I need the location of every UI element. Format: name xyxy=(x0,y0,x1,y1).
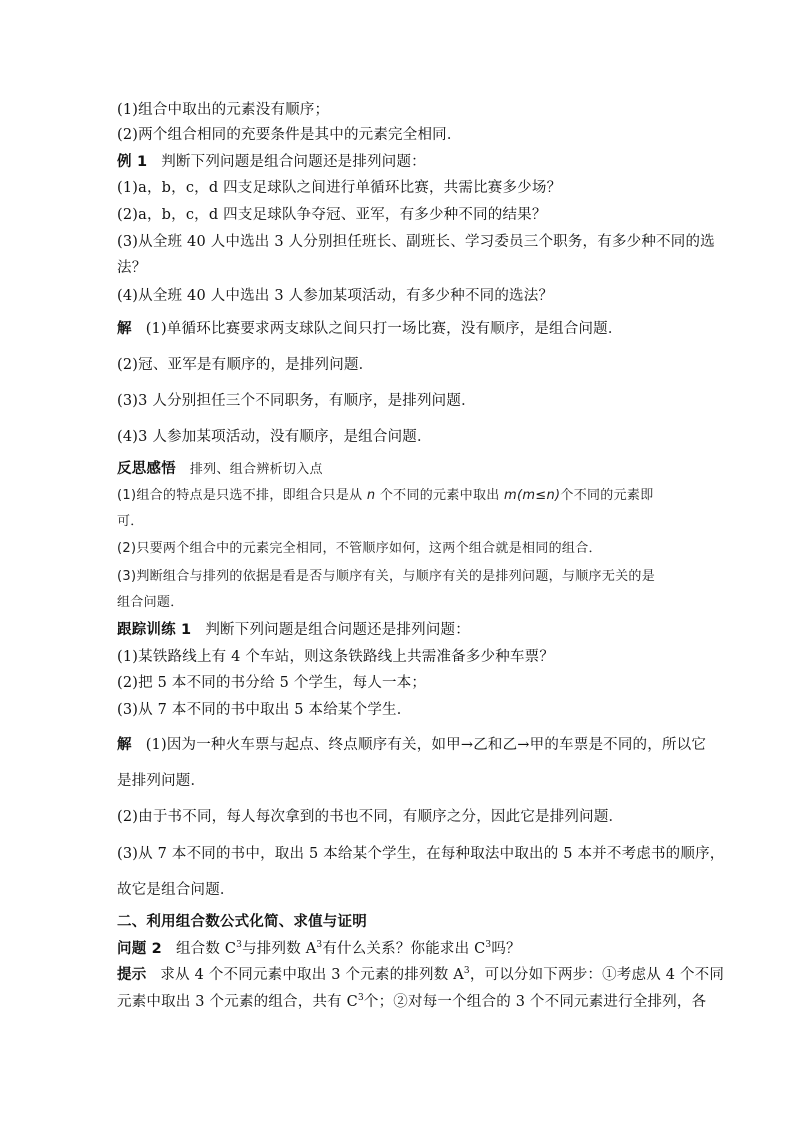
practice-solution-text-1: (1)因为一种火车票与起点、终点顺序有关，如甲→乙和乙→甲的车票是不同的，所以它 xyxy=(145,737,707,753)
solution-text-1: (1)单循环比赛要求两支球队之间只打一场比赛，没有顺序，是组合问题． xyxy=(145,321,623,337)
practice-1-solution-2: (2)由于书不同，每人每次拿到的书也不同，有顺序之分，因此它是排列问题． xyxy=(117,809,624,825)
q2-text-c: 有什么关系？你能求出 C xyxy=(322,941,486,957)
question-2 xyxy=(117,940,521,958)
hint-text-b: ，可以分如下两步：①考虑从 4 个不同 xyxy=(469,967,725,983)
superscript: 3 xyxy=(236,940,243,951)
reflection-r1-text-a: (1)组合的特点是只选不排，即组合只是从 xyxy=(117,488,367,503)
hint-text-a: 求从 4 个不同元素中取出 3 个元素的排列数 A xyxy=(160,967,464,983)
practice-1-label: 跟踪训练 1 xyxy=(117,622,192,638)
example-1-solution-3: (3)3 人分别担任三个不同职务，有顺序，是排列问题． xyxy=(117,393,476,409)
example-1-solution-1 xyxy=(117,320,623,338)
practice-1-solution-3-cont: 故它是组合问题． xyxy=(117,882,235,898)
reflection-r3-line-1: (3)判断组合与排列的依据是看是否与顺序有关，与顺序有关的是排列问题，与顺序无关的是 xyxy=(117,569,656,584)
superscript: 3 xyxy=(316,940,323,951)
hint-label: 提示 xyxy=(117,967,147,983)
hint-line-1 xyxy=(117,966,724,984)
hint-text-c: 元素中取出 3 个元素的组合，共有 C xyxy=(117,994,358,1010)
section-2-heading: 二、利用组合数公式化简、求值与证明 xyxy=(117,914,367,930)
hint-line-2 xyxy=(117,993,706,1011)
example-1-q3-line-2: 法？ xyxy=(117,260,147,276)
intro-line-1: (1)组合中取出的元素没有顺序； xyxy=(117,102,330,118)
example-1-prompt: 判断下列问题是组合问题还是排列问题： xyxy=(161,154,426,170)
example-1-q4: (4)从全班 40 人中选出 3 人参加某项活动，有多少种不同的选法？ xyxy=(117,288,554,304)
practice-1-q2: (2)把 5 本不同的书分给 5 个学生，每人一本； xyxy=(117,675,427,691)
practice-1-q3: (3)从 7 本不同的书中取出 5 本给某个学生． xyxy=(117,702,412,718)
var-condition: (m≤n) xyxy=(516,488,561,503)
reflection-title: 反思感悟 xyxy=(117,461,176,477)
practice-1-header xyxy=(117,621,470,639)
reflection-r1-line-1 xyxy=(117,487,654,505)
example-1-q1: (1)a，b，c，d 四支足球队之间进行单循环比赛，共需比赛多少场？ xyxy=(117,180,562,196)
practice-1-q1: (1)某铁路线上有 4 个车站，则这条铁路线上共需准备多少种车票？ xyxy=(117,649,555,665)
q2-text-b: 与排列数 A xyxy=(242,941,317,957)
reflection-r1-line-2: 可． xyxy=(117,514,144,529)
q2-text-a: 组合数 C xyxy=(175,941,237,957)
practice-1-solution-1 xyxy=(117,736,706,754)
example-1-solution-2: (2)冠、亚军是有顺序的，是排列问题． xyxy=(117,357,374,373)
var-m: m xyxy=(503,488,517,503)
solution-label: 解 xyxy=(117,321,132,337)
example-1-header xyxy=(117,153,426,171)
example-1-label: 例 1 xyxy=(117,154,148,170)
hint-text-d: 个；②对每一个组合的 3 个不同元素进行全排列，各 xyxy=(363,994,707,1010)
practice-1-solution-1-cont: 是排列问题． xyxy=(117,773,206,789)
example-1-solution-4: (4)3 人参加某项活动，没有顺序，是组合问题． xyxy=(117,429,432,445)
reflection-r1-text-c: 个不同的元素即 xyxy=(560,488,654,503)
reflection-header xyxy=(117,460,323,479)
example-1-q2: (2)a，b，c，d 四支足球队争夺冠、亚军，有多少种不同的结果？ xyxy=(117,207,547,223)
reflection-r3-line-2: 组合问题． xyxy=(117,595,184,610)
superscript: 3 xyxy=(357,993,364,1004)
intro-line-2: (2)两个组合相同的充要条件是其中的元素完全相同． xyxy=(117,127,462,143)
superscript: 3 xyxy=(485,940,492,951)
q2-text-d: 吗？ xyxy=(491,941,521,957)
example-1-q3-line-1: (3)从全班 40 人中选出 3 人分别担任班长、副班长、学习委员三个职务，有多少种不同的选 xyxy=(117,234,715,250)
superscript: 3 xyxy=(463,966,470,977)
var-n: n xyxy=(366,488,376,503)
question-2-label: 问题 2 xyxy=(117,941,162,957)
practice-1-solution-3: (3)从 7 本不同的书中，取出 5 本给某个学生，在每种取法中取出的 5 本并不考虑书的顺序， xyxy=(117,846,725,862)
reflection-subtitle: 排列、组合辨析切入点 xyxy=(189,462,323,477)
practice-1-prompt: 判断下列问题是组合问题还是排列问题： xyxy=(205,622,470,638)
reflection-r1-text-b: 个不同的元素中取出 xyxy=(375,488,504,503)
solution-label: 解 xyxy=(117,737,132,753)
reflection-r2: (2)只要两个组合中的元素完全相同，不管顺序如何，这两个组合就是相同的组合． xyxy=(117,541,602,556)
